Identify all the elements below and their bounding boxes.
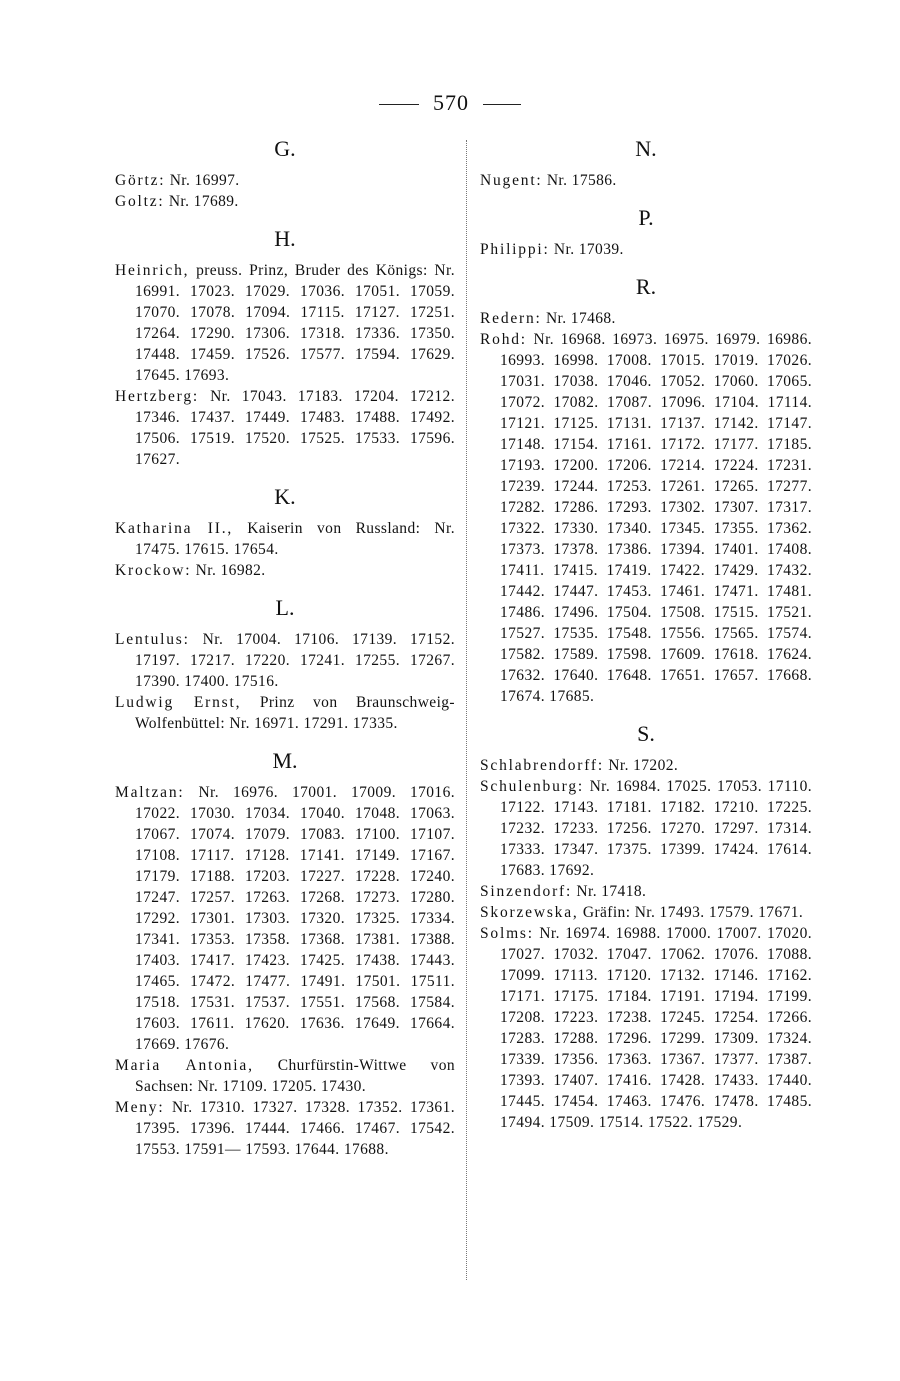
index-entry — [480, 170, 812, 191]
entry-name: Krockow: — [115, 562, 192, 579]
entry-refs: preuss. Prinz, Bruder des Königs: Nr. 16991. 17023. 17029. 17036. 17051. 17059. 17070. 17078. 17094. 17115. 17127. 17251. 17264. 17290. 17306. 17318. 17336. 17350. 17448. 17459. 17526. 17577. 17594. 17629. 17645. 17693. — [135, 262, 455, 384]
entry-name: Lentulus: — [115, 631, 190, 648]
entry-refs: Nr. 16982. — [195, 562, 266, 579]
entry-refs: Nr. 17202. — [608, 757, 679, 774]
entry-name: Ludwig Ernst, — [115, 694, 242, 711]
entry-refs: Nr. 17039. — [553, 241, 624, 258]
entry-refs: Prinz von Braunschweig-Wolfenbüttel: Nr. 16971. 17291. 17335. — [135, 694, 455, 732]
entry-refs: Nr. 17310. 17327. 17328. 17352. 17361. 17395. 17396. 17444. 17466. 17467. 17542. 17553. 17591— 17593. 17644. 17688. — [135, 1099, 456, 1158]
column-divider — [466, 140, 467, 1280]
entry-name: Redern: — [480, 310, 542, 327]
index-entry — [115, 1097, 455, 1160]
section-letter: S. — [637, 721, 655, 746]
entry-name: Heinrich, — [115, 262, 190, 279]
section-letter: N. — [635, 136, 657, 161]
entry-refs: Nr. 17004. 17106. 17139. 17152. 17197. 17217. 17220. 17241. 17255. 17267. 17390. 17400. 17516. — [135, 631, 455, 690]
index-entry — [115, 629, 455, 692]
entry-name: Schlabrendorff: — [480, 757, 604, 774]
index-entry — [115, 170, 455, 191]
entry-name: Hertzberg: — [115, 388, 199, 405]
section-letter: H. — [274, 226, 296, 251]
index-entry — [115, 191, 455, 212]
section-letter: L. — [275, 595, 295, 620]
section-letter: K. — [274, 484, 296, 509]
entry-name: Schulenburg: — [480, 778, 584, 795]
index-entry — [115, 260, 455, 386]
index-entry — [115, 386, 455, 470]
index-entry — [480, 776, 812, 881]
header-rule-right — [483, 104, 521, 105]
entry-refs: Nr. 17689. — [168, 193, 239, 210]
entry-name: Solms: — [480, 925, 534, 942]
entry-name: Maria Antonia, — [115, 1057, 254, 1074]
section-letter: M. — [272, 748, 298, 773]
page-number: 570 — [433, 90, 469, 115]
entry-name: Nugent: — [480, 172, 543, 189]
index-entry — [115, 518, 455, 560]
index-entry — [115, 560, 455, 581]
index-entry — [480, 881, 812, 902]
entry-refs: Nr. 16968. 16973. 16975. 16979. 16986. 16993. 16998. 17008. 17015. 17019. 17026. 17031. 17038. 17046. 17052. 17060. 17065. 17072. 17082. 17087. 17096. 17104. 17114. 17121. 17125. 17131. 17137. 17142. 17147. 17148. 17154. 17161. 17172. 17177. 17185. 17193. 17200. 17206. 17214. 17224. 17231. 17239. 17244. 17253. 17261. 17265. 17277. 17282. 17286. 17293. 17302. 17307. 17317. 17322. 17330. 17340. 17345. 17355. 17362. 17373. 17378. 17386. 17394. 17401. 17408. 17411. 17415. 17419. 17422. 17429. 17432. 17442. 17447. 17453. 17461. 17471. 17481. 17486. 17496. 17504. 17508. 17515. 17521. 17527. 17535. 17548. 17556. 17565. 17574. 17582. 17589. 17598. 17609. 17618. 17624. 17632. 17640. 17648. 17651. 17657. 17668. 17674. 17685. — [500, 331, 813, 705]
left-column — [115, 130, 455, 1160]
entry-name: Sinzendorf: — [480, 883, 573, 900]
entry-refs: Nr. 17468. — [545, 310, 616, 327]
entry-name: Skorzewska, — [480, 904, 579, 921]
entry-name: Katharina II., — [115, 520, 234, 537]
entry-refs: Nr. 16997. — [169, 172, 240, 189]
index-entry — [480, 308, 812, 329]
index-entry — [480, 923, 812, 1133]
entry-refs: Nr. 17043. 17183. 17204. 17212. 17346. 17437. 17449. 17483. 17488. 17492. 17506. 17519. 17520. 17525. 17533. 17596. 17627. — [135, 388, 455, 468]
index-entry — [115, 782, 455, 1055]
entry-name: Rohd: — [480, 331, 527, 348]
entry-name: Philippi: — [480, 241, 550, 258]
right-column — [480, 130, 812, 1133]
section-letter: P. — [638, 205, 654, 230]
entry-name: Meny: — [115, 1099, 165, 1116]
header-rule-left — [379, 104, 419, 105]
index-entry — [115, 692, 455, 734]
entry-name: Görtz: — [115, 172, 166, 189]
entry-refs: Gräfin: Nr. 17493. 17579. 17671. — [582, 904, 804, 921]
index-entry — [480, 329, 812, 707]
entry-refs: Nr. 16984. 17025. 17053. 17110. 17122. 17143. 17181. 17182. 17210. 17225. 17232. 17233. 17256. 17270. 17297. 17314. 17333. 17347. 17375. 17399. 17424. 17614. 17683. 17692. — [500, 778, 813, 879]
index-entry — [115, 1055, 455, 1097]
index-entry — [480, 239, 812, 260]
entry-refs: Nr. 16974. 16988. 17000. 17007. 17020. 17027. 17032. 17047. 17062. 17076. 17088. 17099. 17113. 17120. 17132. 17146. 17162. 17171. 17175. 17184. 17191. 17194. 17199. 17208. 17223. 17238. 17245. 17254. 17266. 17283. 17288. 17296. 17299. 17309. 17324. 17339. 17356. 17363. 17367. 17377. 17387. 17393. 17407. 17416. 17428. 17433. 17440. 17445. 17454. 17463. 17476. 17478. 17485. 17494. 17509. 17514. 17522. 17529. — [500, 925, 812, 1131]
entry-refs: Nr. 17586. — [546, 172, 617, 189]
entry-refs: Churfürstin-Wittwe von Sachsen: Nr. 17109. 17205. 17430. — [135, 1057, 455, 1095]
entry-refs: Nr. 17418. — [576, 883, 647, 900]
entry-name: Goltz: — [115, 193, 165, 210]
section-letter: G. — [274, 136, 296, 161]
entry-refs: Nr. 16976. 17001. 17009. 17016. 17022. 17030. 17034. 17040. 17048. 17063. 17067. 17074. 17079. 17083. 17100. 17107. 17108. 17117. 17128. 17141. 17149. 17167. 17179. 17188. 17203. 17227. 17228. 17240. 17247. 17257. 17263. 17268. 17273. 17280. 17292. 17301. 17303. 17320. 17325. 17334. 17341. 17353. 17358. 17368. 17381. 17388. 17403. 17417. 17423. 17425. 17438. 17443. 17465. 17472. 17477. 17491. 17501. 17511. 17518. 17531. 17537. 17551. 17568. 17584. 17603. 17611. 17620. 17636. 17649. 17664. 17669. 17676. — [135, 784, 455, 1053]
entry-refs: Kaiserin von Russland: Nr. 17475. 17615. 17654. — [135, 520, 455, 558]
entry-name: Maltzan: — [115, 784, 185, 801]
index-entry — [480, 755, 812, 776]
page-header — [0, 90, 900, 116]
index-entry — [480, 902, 812, 923]
section-letter: R. — [635, 274, 657, 299]
